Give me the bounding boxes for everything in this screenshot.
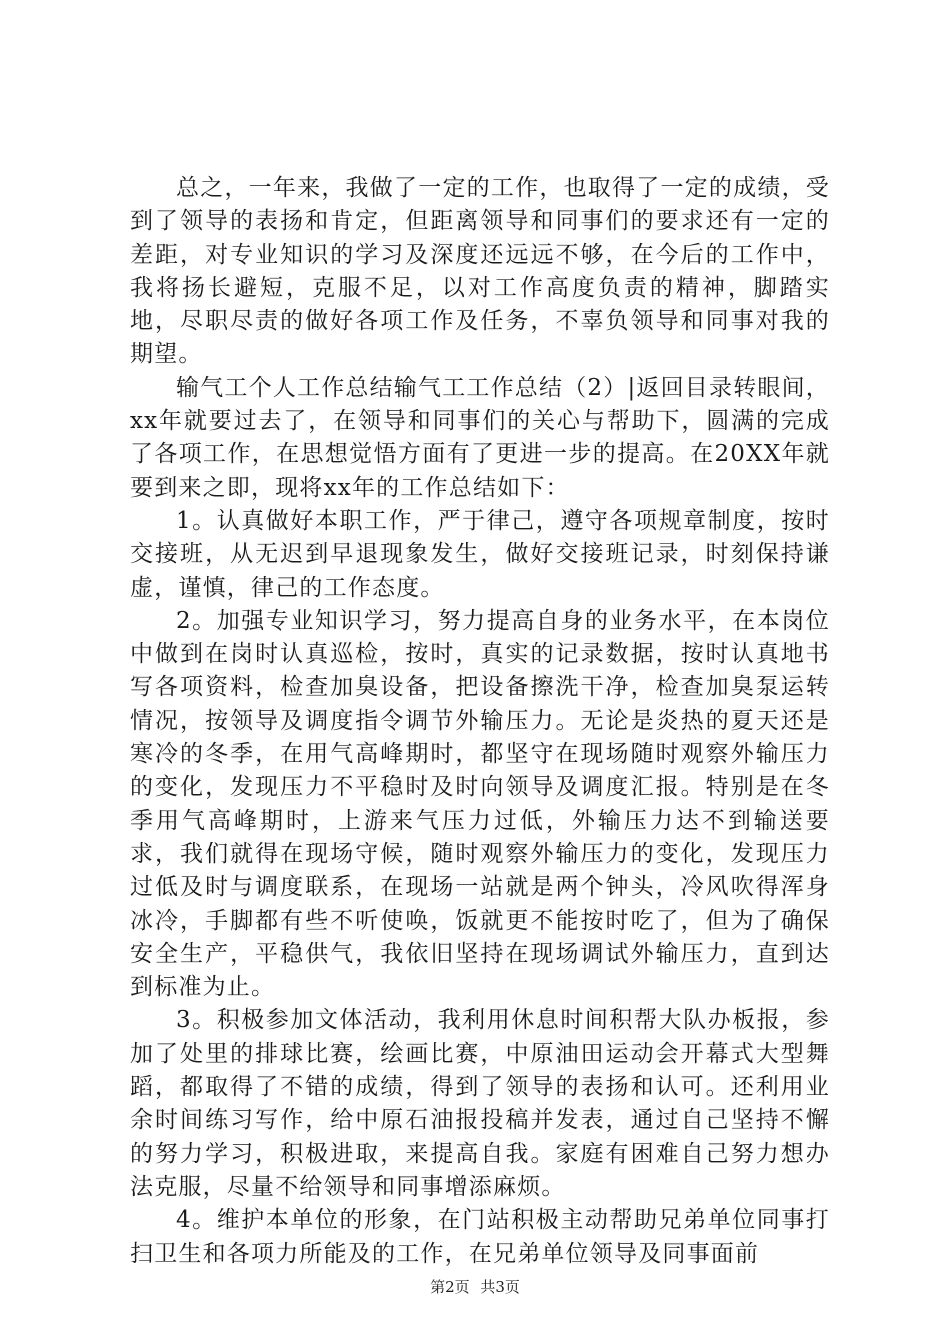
paragraph-summary: 总之，一年来，我做了一定的工作，也取得了一定的成绩，受到了领导的表扬和肯定，但距离领导和同事们的要求还有一定的差距，对专业知识的学习及深度还远远不够，在今后的工作中，我将扬长避短，克服不足，以对工作高度负责的精神，脚踏实地，尽职尽责的做好各项工作及任务，不辜负领导和同事对我的期望。 [130, 175, 830, 368]
page-footer [0, 1276, 950, 1297]
paragraph-item-1: 1。认真做好本职工作，严于律己，遵守各项规章制度，按时交接班，从无迟到早退现象发生，做好交接班记录，时刻保持谦虚，谨慎，律己的工作态度。 [130, 507, 830, 601]
paragraph-item-2: 2。加强专业知识学习，努力提高自身的业务水平，在本岗位中做到在岗时认真巡检，按时，真实的记录数据，按时认真地书写各项资料，检查加臭设备，把设备擦洗干净，检查加臭泵运转情况，按领导及调度指令调节外输压力。无论是炎热的夏天还是寒冷的冬季，在用气高峰期时，都坚守在现场随时观察外输压力的变化，发现压力不平稳时及时向领导及调度汇报。特别是在冬季用气高峰期时，上游来气压力过低，外输压力达不到输送要求，我们就得在现场守候，随时观察外输压力的变化，发现压力过低及时与调度联系，在现场一站就是两个钟头，冷风吹得浑身冰冷，手脚都有些不听使唤，饭就更不能按时吃了，但为了确保安全生产，平稳供气，我依旧坚持在现场调试外输压力，直到达到标准为止。 [130, 607, 830, 1001]
page-total: 共3页 [480, 1278, 520, 1296]
paragraph-item-4: 4。维护本单位的形象，在门站积极主动帮助兄弟单位同事打扫卫生和各项力所能及的工作，在兄弟单位领导及同事面前 [130, 1207, 830, 1267]
page-number: 第2页 [430, 1278, 470, 1296]
document-body [130, 172, 830, 1271]
paragraph-item-3: 3。积极参加文体活动，我利用休息时间积帮大队办板报，参加了处里的排球比赛，绘画比赛，中原油田运动会开幕式大型舞蹈，都取得了不错的成绩，得到了领导的表扬和认可。还利用业余时间练习写作，给中原石油报投稿并发表，通过自己坚持不懈的努力学习，积极进取，来提高自我。家庭有困难自己努力想办法克服，尽量不给领导和同事增添麻烦。 [130, 1007, 830, 1200]
paragraph-intro: 输气工个人工作总结输气工工作总结（2）|返回目录转眼间，xx年就要过去了，在领导和同事们的关心与帮助下，圆满的完成了各项工作，在思想觉悟方面有了更进一步的提高。在20XX年就要到来之即，现将xx年的工作总结如下： [130, 374, 830, 501]
